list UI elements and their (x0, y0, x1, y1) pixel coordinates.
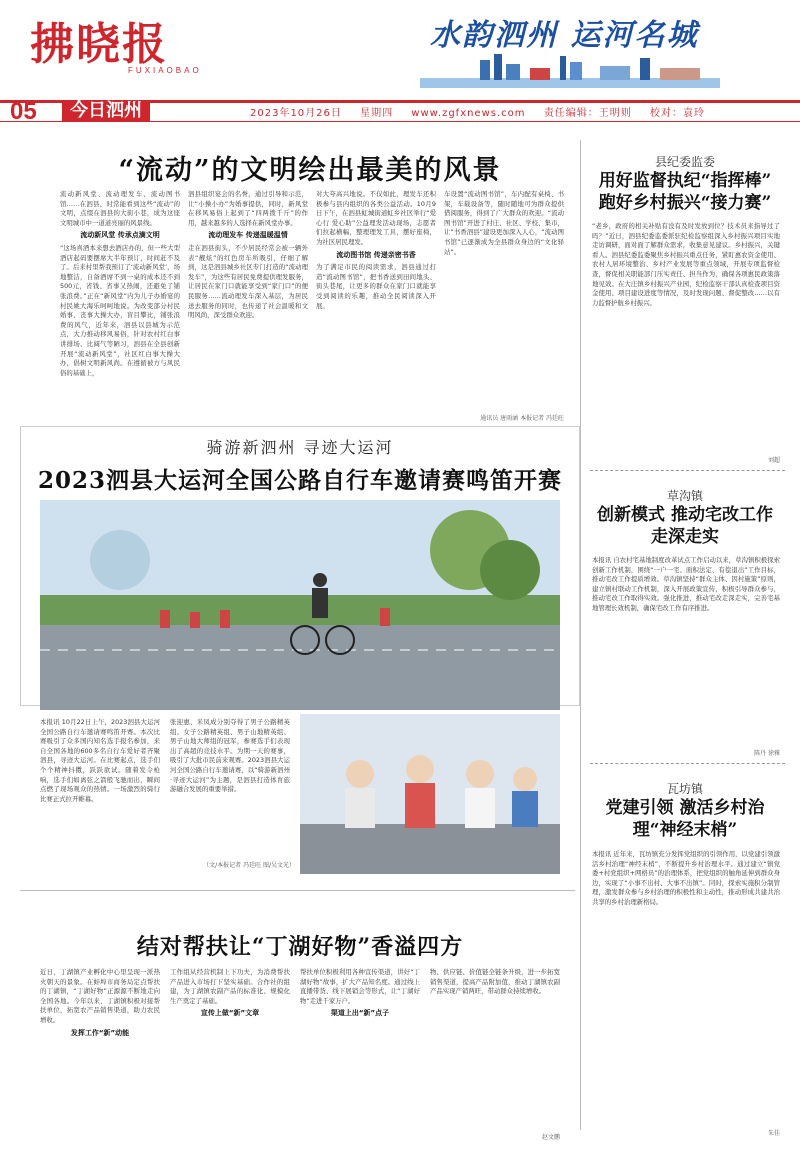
bottom-subhead-1: 发挥工作“新”动能 (70, 1028, 130, 1037)
lead-column-3 (316, 190, 436, 420)
lead-byline: 通讯员 唐雨涵 本报记者 冯廷旺 (480, 415, 564, 422)
lead-text-4: 车设置“流动图书馆”，车内配有桌椅、书架，车载设备等，随时随地可为群众提供借阅服务，得到了广大群众的欢迎。“流动图书馆”开进了村庄、社区、学校、集市，让“书香泗县”建设更加深入人心，“流动图书馆”已逐渐成为全县群众身边的“文化驿站”。 (444, 190, 564, 256)
column-divider (580, 140, 581, 1130)
divider (20, 890, 575, 891)
right1-byline: 刘超 (767, 457, 780, 464)
masthead-slogan: 水韵泗州 运河名城 (430, 18, 699, 53)
right2-headline: 创新模式 推动宅改工作走深走实 (597, 505, 773, 547)
right1-body: “老乡，政府的相关补贴有没有及时发放到位？技术员来指导过了吗？”近日，泗县纪委监委派驻纪检监察组深入乡村振兴项目实地走访调研，面对面了解群众需求，收集意见建议。乡村振兴，关键看人。泗县纪委监委聚焦乡村振兴重点任务，紧盯惠农资金使用、农村人居环境整治、乡村产业发展等重点领域，开展专项监督检查，督促相关职能部门压实责任、担当作为，确保各项惠民政策落地见效。在大庄镇乡村振兴产业园，纪检监察干部认真检查项目资金使用、项目建设进度等情况，及时发现问题、督促整改……以有力监督护航乡村振兴。 (592, 222, 780, 307)
lead-subhead-3: 流动图书馆 传递亲密书香 (336, 250, 416, 259)
right2-kicker: 草沟镇 (666, 489, 703, 503)
newspaper-logo: 拂晓报 (30, 19, 168, 70)
lead-text-3b: 为了满足市民的阅读需求，泗县通过打造“流动图书馆”，把书香送到田间地头、街头巷尾，让更多的群众在家门口就能享受到阅读的乐趣，推动全民阅读深入开展。 (316, 263, 436, 310)
section-title: 今日泗州 (62, 101, 150, 121)
lead-intro: 流动新风堂、流动理发车、流动图书馆……在泗县，时常能看到这些“流动”的文明，点缀在泗县的大街小巷，成为这座文明城市中一道道亮丽的风景线。 (60, 190, 180, 227)
page-number: 05 (10, 98, 37, 125)
newspaper-logo-pinyin: FUXIAOBAO (128, 66, 202, 75)
website-link[interactable]: www.zgfxnews.com (411, 108, 526, 119)
bottom-byline: 赵文鹏 (541, 1134, 560, 1141)
bottom-column-2 (170, 968, 290, 1138)
lead-text-1: “这场喜酒本来想去酒店办的，但一些大型酒店起码要摆席大半年预订，时间赶不及了。后来村里帮我预订了‘流动新风堂’，场地整洁，自备酒席不到一桌的成本还不到500元，省钱、省事又热闹，还避免了铺张浪费。”正在“新风堂”内为儿子办婚宴的村民姚大海乐呵呵地说。为改变部分村民婚事、丧事大操大办，盲目攀比，铺张浪费的风气，近年来，泗县以县城为示范点，大力推动移风易俗，针对农村红白事讲排场、比阔气等陋习，泗县在全县创新开展“流动新风堂”，社区红白事大操大办，倡树文明新风尚。在遵循被方与风民俗的基础上， (60, 243, 180, 377)
issue-weekday: 星期四 (360, 108, 394, 119)
bottom-subhead-2: 宣传上做“新”文章 (200, 1009, 260, 1018)
bottom-column-3 (300, 968, 420, 1138)
lead-column-4 (444, 190, 564, 412)
divider (590, 763, 785, 764)
right3-byline: 朱佳 (767, 1130, 780, 1137)
right3-headline: 党建引领 激活乡村治理“神经末梢” (605, 798, 765, 840)
issue-date: 2023年10月26日 (250, 108, 342, 119)
feature-column-1: 本报讯 10月22日上午，2023泗县大运河全国公路自行车邀请赛鸣笛开赛。本次比赛吸引了众多国内知名选手报名参加，来自全国各地的600多名自行车爱好者齐聚泗县，寻迹大运河。在比赛起点，选手们个个精神抖擞，跃跃欲试。随着发令枪响，选手们如离弦之箭般飞驰而出，瞬间点燃了现场观众的热情。一场激烈的骑行比赛正式拉开帷幕。 (40, 718, 160, 803)
lead-text-2: 泗县组织宴会的名誉，通过引导和示范，让“小操小办”为婚事提供，同时，新风堂在移风易俗上起到了“四两拨千斤”的作用，越来越多的人选择在新风堂办事。 (188, 190, 308, 227)
cyclists-photo (300, 714, 560, 874)
right2-body: 本报讯 自农村宅基地制度改革试点工作启动以来，草沟镇积极探索创新工作机制，围绕“一户一宅、面积法定、有偿退出”工作目标，推动宅改工作提质增效。草沟镇坚持“群众主体、因村施策”原则，建立镇村联动工作机制，深入开展政策宣传，积极引导群众参与，推动宅改工作取得实效。强化推进，推动宅改走深走实，完善宅基地管理长效机制，确保宅改工作有序推进。 (592, 556, 780, 612)
feature-headline: 2023泗县大运河全国公路自行车邀请赛鸣笛开赛 (37, 467, 562, 494)
lead-column-2 (188, 190, 308, 420)
bottom-text-3: 帮扶单位积极利用各种宣传渠道，讲好“丁湖好物”故事，扩大产品知名度。通过线上直播带货、线下展销会等形式，让“丁湖好物”走进千家万户。 (300, 968, 420, 1005)
bottom-text-2: 工作组从经营机制上下功夫，为消费帮扶产品进入市场打下坚实基础。合作社的组建，为丁湖镇农副产品的标准化、规模化生产奠定了基础。 (170, 968, 290, 1005)
feature-byline: （文/本报记者 冯廷旺 图/吴文光） (203, 862, 295, 869)
right1-kicker: 县纪委监委 (654, 155, 715, 169)
feature-column-2: 张迎惠、米凤成分别夺得了男子公路精英组、女子公路精英组、男子山地精英组、男子山地大师组的冠军，参赛选手们表现出了高超的竞技水平。为期一天的赛事，吸引了大批市民前来观赛。2023泗县大运河全国公路自行车邀请赛，以“骑游新泗州·寻迹大运河”为主题，是泗县打造体育旅游融合发展的重要举措。 (170, 718, 290, 794)
editor-credit: 责任编辑：王明则 (543, 108, 632, 119)
right3-body: 本报讯 近年来，瓦坊镇充分发挥党组织的引领作用，以党建引领激活乡村治理“神经末梢”，不断提升乡村治理水平。通过建立“镇党委+村党组织+网格员”的治理体系，把党组织的触角延伸到群众身边，实现了“小事不出村、大事不出镇”。同时，探索实施积分制管理，激发群众参与乡村治理的积极性和主动性，推动形成共建共治共享的乡村治理新格局。 (592, 850, 780, 906)
skyline-banner-icon (420, 48, 720, 88)
lead-subhead-1: 流动新风堂 传承点滴文明 (80, 231, 160, 240)
lead-text-2b: 走在泗县街头，不少居民经常会被一辆外表“靓炫”的红色房车所吸引，仔细了解到，这是泗县城乡社区专门打造的“流动理发车”，为这些有居民免费提供理发服务，让居民在家门口就能享受到“家门口”的便民服务……流动理发车深入基层，为居民送去服务的同时，也传递了社会温暖和文明风尚，深受群众欢迎。 (188, 243, 308, 320)
lead-text-3: 对大夸高兴地说。不仅如此，理发车还积极参与县内组织的各类公益活动。10月9日下午，在泗县虹城街道虹乡社区举行“爱心行 爱心助”公益理发活动现场，志愿者们拉起横幅，整理理发工具，摆好座椅，为社区居民理发。 (316, 190, 436, 246)
right1-headline: 用好监督执纪“指挥棒” 跑好乡村振兴“接力赛” (598, 171, 772, 213)
bottom-column-1 (40, 968, 160, 1138)
cycling-race-photo (40, 500, 560, 710)
bottom-subhead-3: 渠道上出“新”点子 (330, 1009, 390, 1018)
feature-kicker: 骑游新泗州 寻迹大运河 (206, 438, 394, 457)
right3-kicker: 瓦坊镇 (666, 782, 703, 796)
bottom-column-4: 物、供应链、价值链全链条升级，进一步拓宽销售渠道，提高产品附加值，推动丁湖镇农副产品实现产销两旺，带动群众持续增收。 (430, 968, 560, 996)
lead-headline: “流动”的文明绘出最美的风景 (118, 155, 502, 186)
lead-subhead-2: 流动理发车 传递温暖温情 (208, 231, 288, 240)
issue-meta (250, 104, 719, 119)
bottom-text-1: 近日，丁湖镇产业孵化中心里呈现一派热火朝天的景象。在蚌埠市商务局定点帮扶的丁湖镇，“丁湖好物”正源源不断地走向全国各地。今年以来，丁湖镇积极对接帮扶单位，拓宽农产品销售渠道，助力农民增收。 (40, 968, 160, 1024)
divider (590, 470, 785, 471)
bottom-headline: 结对帮扶让“丁湖好物”香溢四方 (136, 934, 464, 960)
right2-byline: 陈丹 徐雅 (754, 750, 780, 757)
proof-credit: 校对：袁玲 (649, 108, 705, 119)
lead-column-1 (60, 190, 180, 420)
